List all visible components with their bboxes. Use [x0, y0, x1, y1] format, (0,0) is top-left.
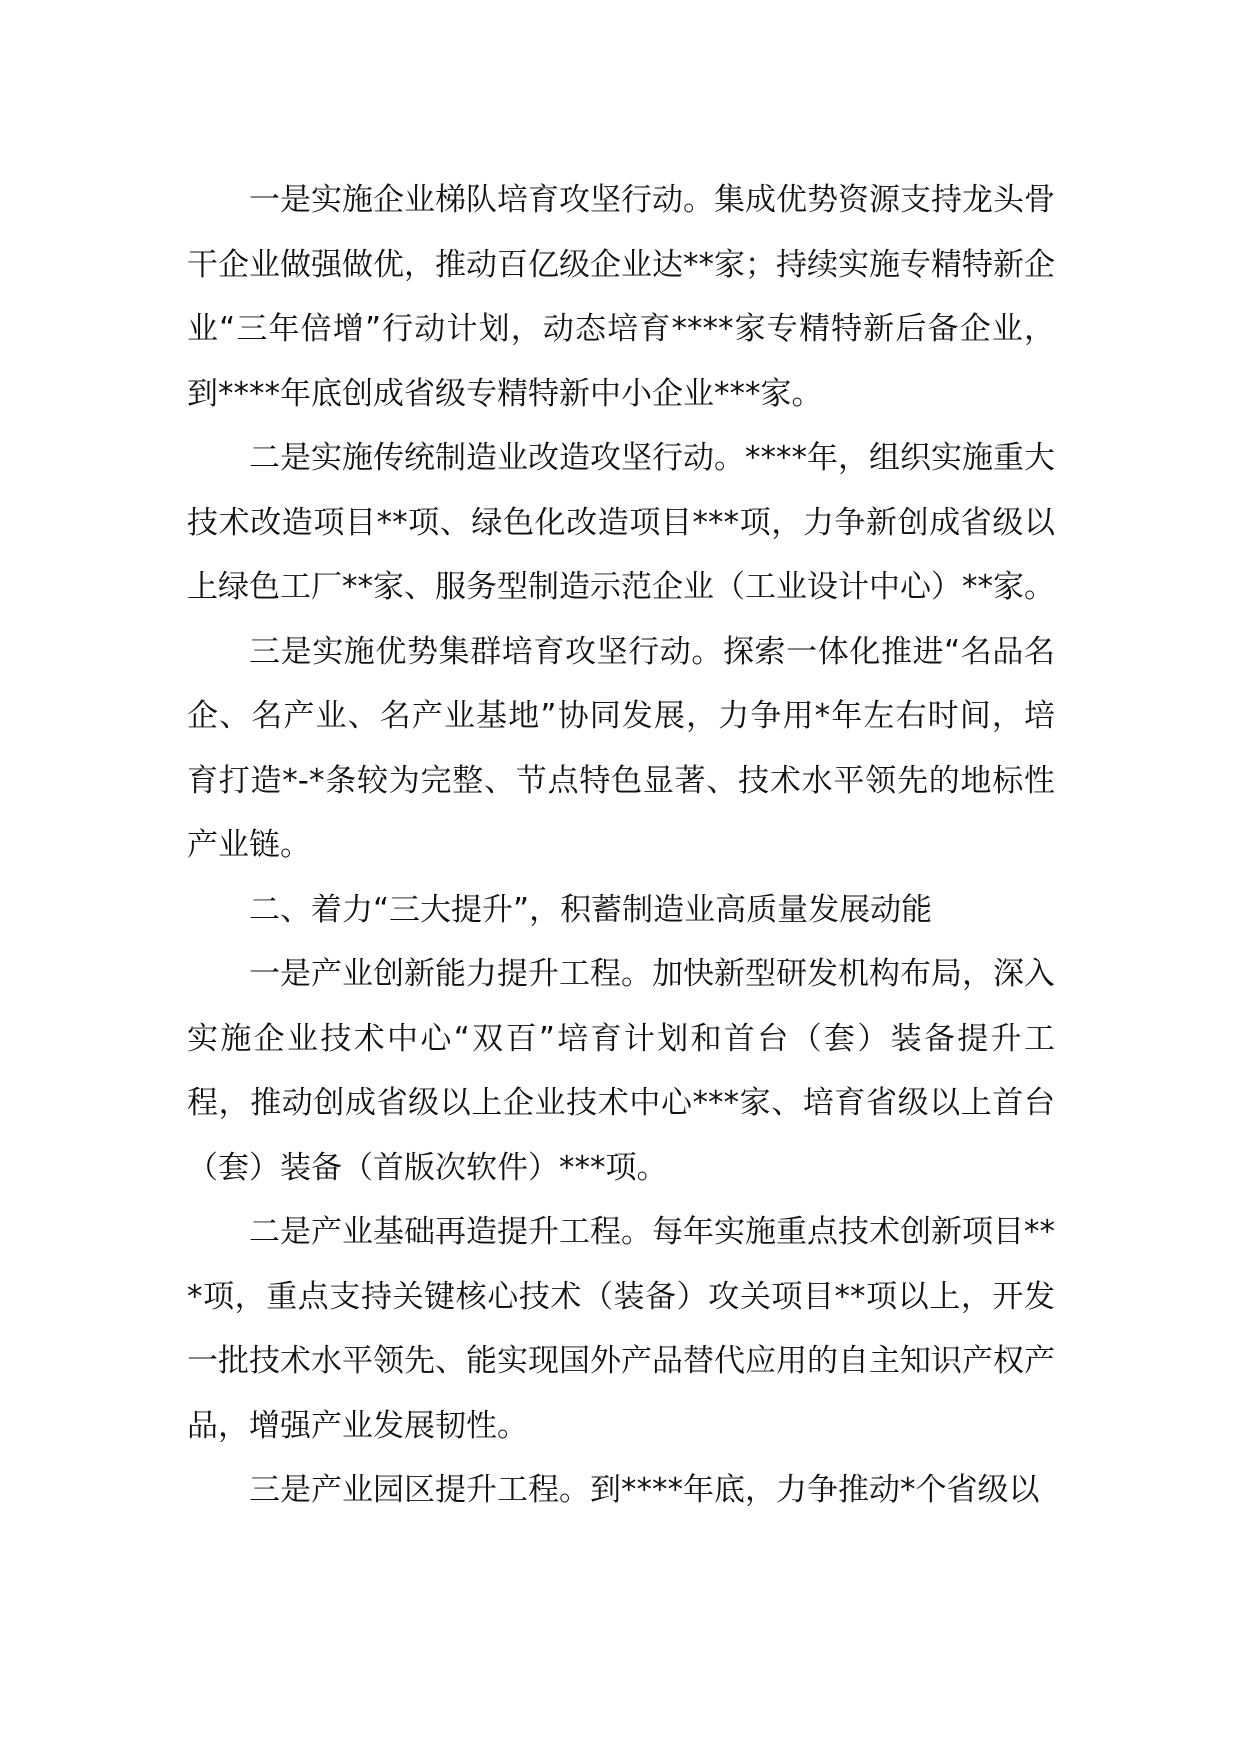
paragraph-traditional-manufacturing: 二是实施传统制造业改造攻坚行动。****年，组织实施重大技术改造项目**项、绿色化改造项目***项，力争新创成省级以上绿色工厂**家、服务型制造示范企业（工业设计中心）**家。	[187, 440, 1055, 605]
section-heading-three-improvements: 二、着力“三大提升”，积蓄制造业高质量发展动能	[249, 891, 933, 928]
paragraph-enterprise-echelon: 一是实施企业梯队培育攻坚行动。集成优势资源支持龙头骨干企业做强做优，推动百亿级企业达**家；持续实施专精特新企业“三年倍增”行动计划，动态培育****家专精特新后备企业，到****年底创成省级专精特新中小企业***家。	[187, 182, 1055, 412]
paragraph-industrial-foundation: 二是产业基础再造提升工程。每年实施重点技术创新项目***项，重点支持关键核心技术（装备）攻关项目**项以上，开发一批技术水平领先、能实现国外产品替代应用的自主知识产权产品，增强产业发展韧性。	[187, 1214, 1055, 1444]
paragraph-industrial-parks: 三是产业园区提升工程。到****年底，力争推动*个省级以	[249, 1472, 1040, 1508]
paragraph-innovation-capacity: 一是产业创新能力提升工程。加快新型研发机构布局，深入实施企业技术中心“双百”培育计划和首台（套）装备提升工程，推动创成省级以上企业技术中心***家、培育省级以上首台（套）装备（首版次软件）***项。	[187, 956, 1055, 1186]
paragraph-advantage-clusters: 三是实施优势集群培育攻坚行动。探索一体化推进“名品名企、名产业、名产业基地”协同发展，力争用*年左右时间，培育打造*-*条较为完整、节点特色显著、技术水平领先的地标性产业链。	[187, 633, 1055, 863]
document-body	[187, 168, 1055, 1523]
